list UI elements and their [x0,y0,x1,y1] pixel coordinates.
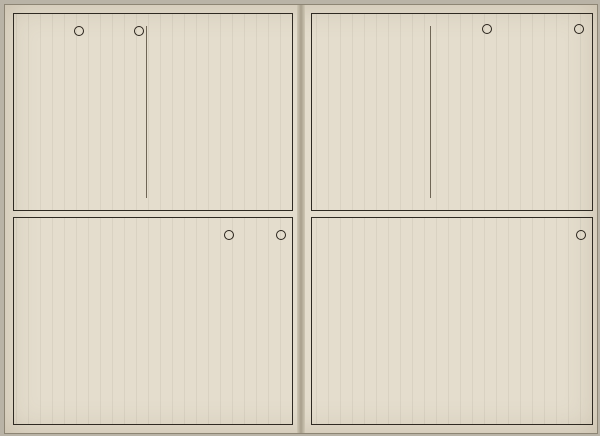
paragraph-marker [276,230,286,240]
left-upper-divider [146,26,147,198]
right-lower-text [318,224,586,418]
left-upper-panel [13,13,293,211]
right-upper-divider [430,26,431,198]
right-upper-text [318,20,586,204]
right-lower-panel [311,217,593,425]
left-upper-text [20,20,286,204]
document-spread [4,4,598,434]
paragraph-marker [224,230,234,240]
paragraph-marker [482,24,492,34]
paragraph-marker [576,230,586,240]
paragraph-marker [134,26,144,36]
paragraph-marker [574,24,584,34]
right-upper-panel [311,13,593,211]
paragraph-marker [74,26,84,36]
left-page [5,5,297,433]
left-lower-text [20,224,286,418]
left-lower-panel [13,217,293,425]
right-page [305,5,597,433]
